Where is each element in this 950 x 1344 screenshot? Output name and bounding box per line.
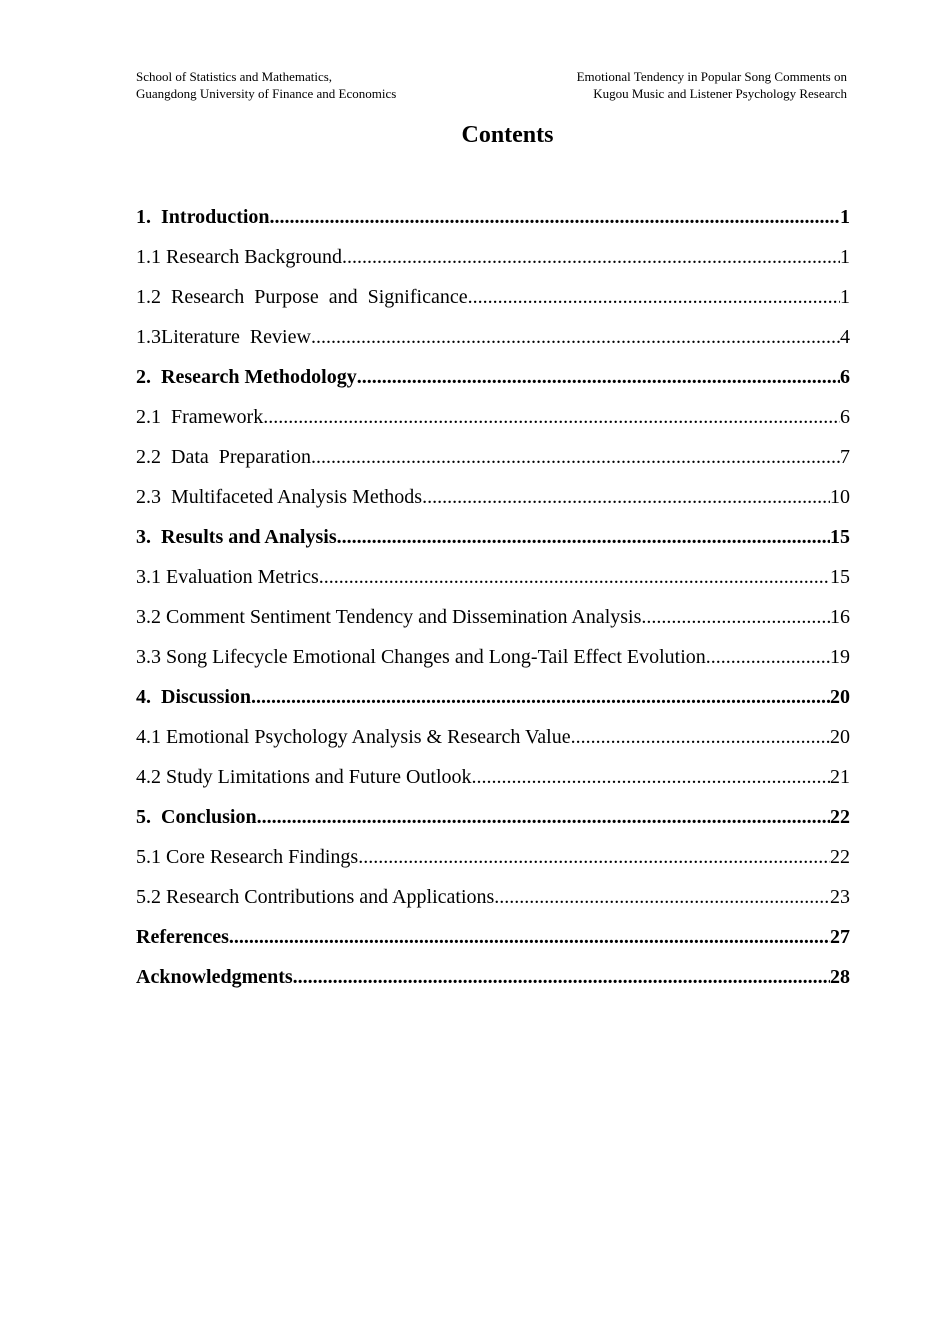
toc-dot-leader [263,397,840,437]
toc-subsection-entry[interactable] [136,437,850,477]
toc-dot-leader [311,437,840,477]
toc-entry-label: 2.3 Multifaceted Analysis Methods [136,486,423,508]
toc-entry-label: 1.1 Research Background [136,246,343,268]
header-institution-line-2: Guangdong University of Finance and Economics [136,86,397,101]
toc-dot-leader [311,317,840,357]
toc-entry-page-number: 28 [830,966,850,988]
toc-entry-label: 3.3 Song Lifecycle Emotional Changes and Long-Tail Effect Evolution [136,646,706,668]
toc-dot-leader [257,797,830,837]
toc-entry-label: 2.2 Data Preparation [136,446,311,468]
toc-entry-page-number: 4 [840,326,850,348]
toc-dot-leader [342,237,840,277]
toc-subsection-entry[interactable] [136,757,850,797]
toc-entry-label: 3.2 Comment Sentiment Tendency and Dissemination Analysis [136,606,642,628]
toc-dot-leader [293,957,830,997]
toc-entry-label: 1.3Literature Review [136,326,311,348]
toc-section-entry[interactable] [136,917,850,957]
toc-dot-leader [229,917,830,957]
toc-entry-page-number: 15 [830,526,850,548]
toc-entry-page-number: 27 [830,926,850,948]
toc-entry-page-number: 1 [840,246,850,268]
toc-subsection-entry[interactable] [136,717,850,757]
toc-dot-leader [641,597,830,637]
toc-entry-label: 2. Research Methodology [136,366,357,388]
toc-section-entry[interactable] [136,677,850,717]
toc-entry-page-number: 22 [830,806,850,828]
toc-subsection-entry[interactable] [136,597,850,637]
toc-entry-label: 1. Introduction [136,206,270,228]
toc-dot-leader [337,517,830,557]
toc-entry-label: References [136,926,229,948]
toc-section-entry[interactable] [136,357,850,397]
toc-dot-leader [472,757,830,797]
toc-entry-page-number: 6 [840,366,850,388]
toc-subsection-entry[interactable] [136,477,850,517]
toc-entry-label: 5.1 Core Research Findings [136,846,359,868]
toc-dot-leader [422,477,830,517]
toc-dot-leader [468,277,840,317]
toc-entry-label: 3. Results and Analysis [136,526,337,548]
toc-dot-leader [319,557,830,597]
toc-entry-label: 5.2 Research Contributions and Applications [136,886,495,908]
toc-entry-label: 1.2 Research Purpose and Significance [136,286,468,308]
toc-entry-label: 4.1 Emotional Psychology Analysis & Research Value [136,726,571,748]
toc-dot-leader [270,197,840,237]
page-title: Contents [461,122,554,148]
toc-entry-label: Acknowledgments [136,966,293,988]
toc-dot-leader [358,837,830,877]
toc-entry-page-number: 7 [840,446,850,468]
toc-subsection-entry[interactable] [136,877,850,917]
toc-subsection-entry[interactable] [136,557,850,597]
header-institution-line-1: School of Statistics and Mathematics, [136,69,333,84]
running-header-right [577,68,847,102]
toc-section-entry[interactable] [136,197,850,237]
toc-subsection-entry[interactable] [136,397,850,437]
toc-entry-page-number: 6 [840,406,850,428]
toc-entry-label: 2.1 Framework [136,406,264,428]
toc-section-entry[interactable] [136,957,850,997]
toc-entry-page-number: 20 [830,686,850,708]
toc-dot-leader [494,877,830,917]
toc-entry-label: 4. Discussion [136,686,252,708]
toc-entry-page-number: 19 [830,646,850,668]
toc-subsection-entry[interactable] [136,837,850,877]
toc-entry-page-number: 1 [840,206,850,228]
toc-section-entry[interactable] [136,797,850,837]
header-paper-title-line-2: Kugou Music and Listener Psychology Research [593,86,847,101]
toc-dot-leader [357,357,840,397]
toc-entry-page-number: 22 [830,846,850,868]
toc-dot-leader [571,717,830,757]
header-paper-title-line-1: Emotional Tendency in Popular Song Comments on [576,69,847,84]
toc-subsection-entry[interactable] [136,237,850,277]
toc-dot-leader [251,677,830,717]
toc-subsection-entry[interactable] [136,637,850,677]
toc-entry-page-number: 10 [830,486,850,508]
toc-entry-page-number: 23 [830,886,850,908]
toc-entry-page-number: 16 [830,606,850,628]
toc-entry-page-number: 1 [840,286,850,308]
toc-entry-page-number: 15 [830,566,850,588]
toc-entry-label: 5. Conclusion [136,806,257,828]
toc-entry-page-number: 21 [830,766,850,788]
toc-entry-page-number: 20 [830,726,850,748]
toc-subsection-entry[interactable] [136,277,850,317]
toc-dot-leader [706,637,830,677]
toc-entry-label: 4.2 Study Limitations and Future Outlook [136,766,472,788]
toc-subsection-entry[interactable] [136,317,850,357]
toc-section-entry[interactable] [136,517,850,557]
toc-entry-label: 3.1 Evaluation Metrics [136,566,319,588]
table-of-contents [136,197,850,997]
running-header-left [136,68,396,102]
